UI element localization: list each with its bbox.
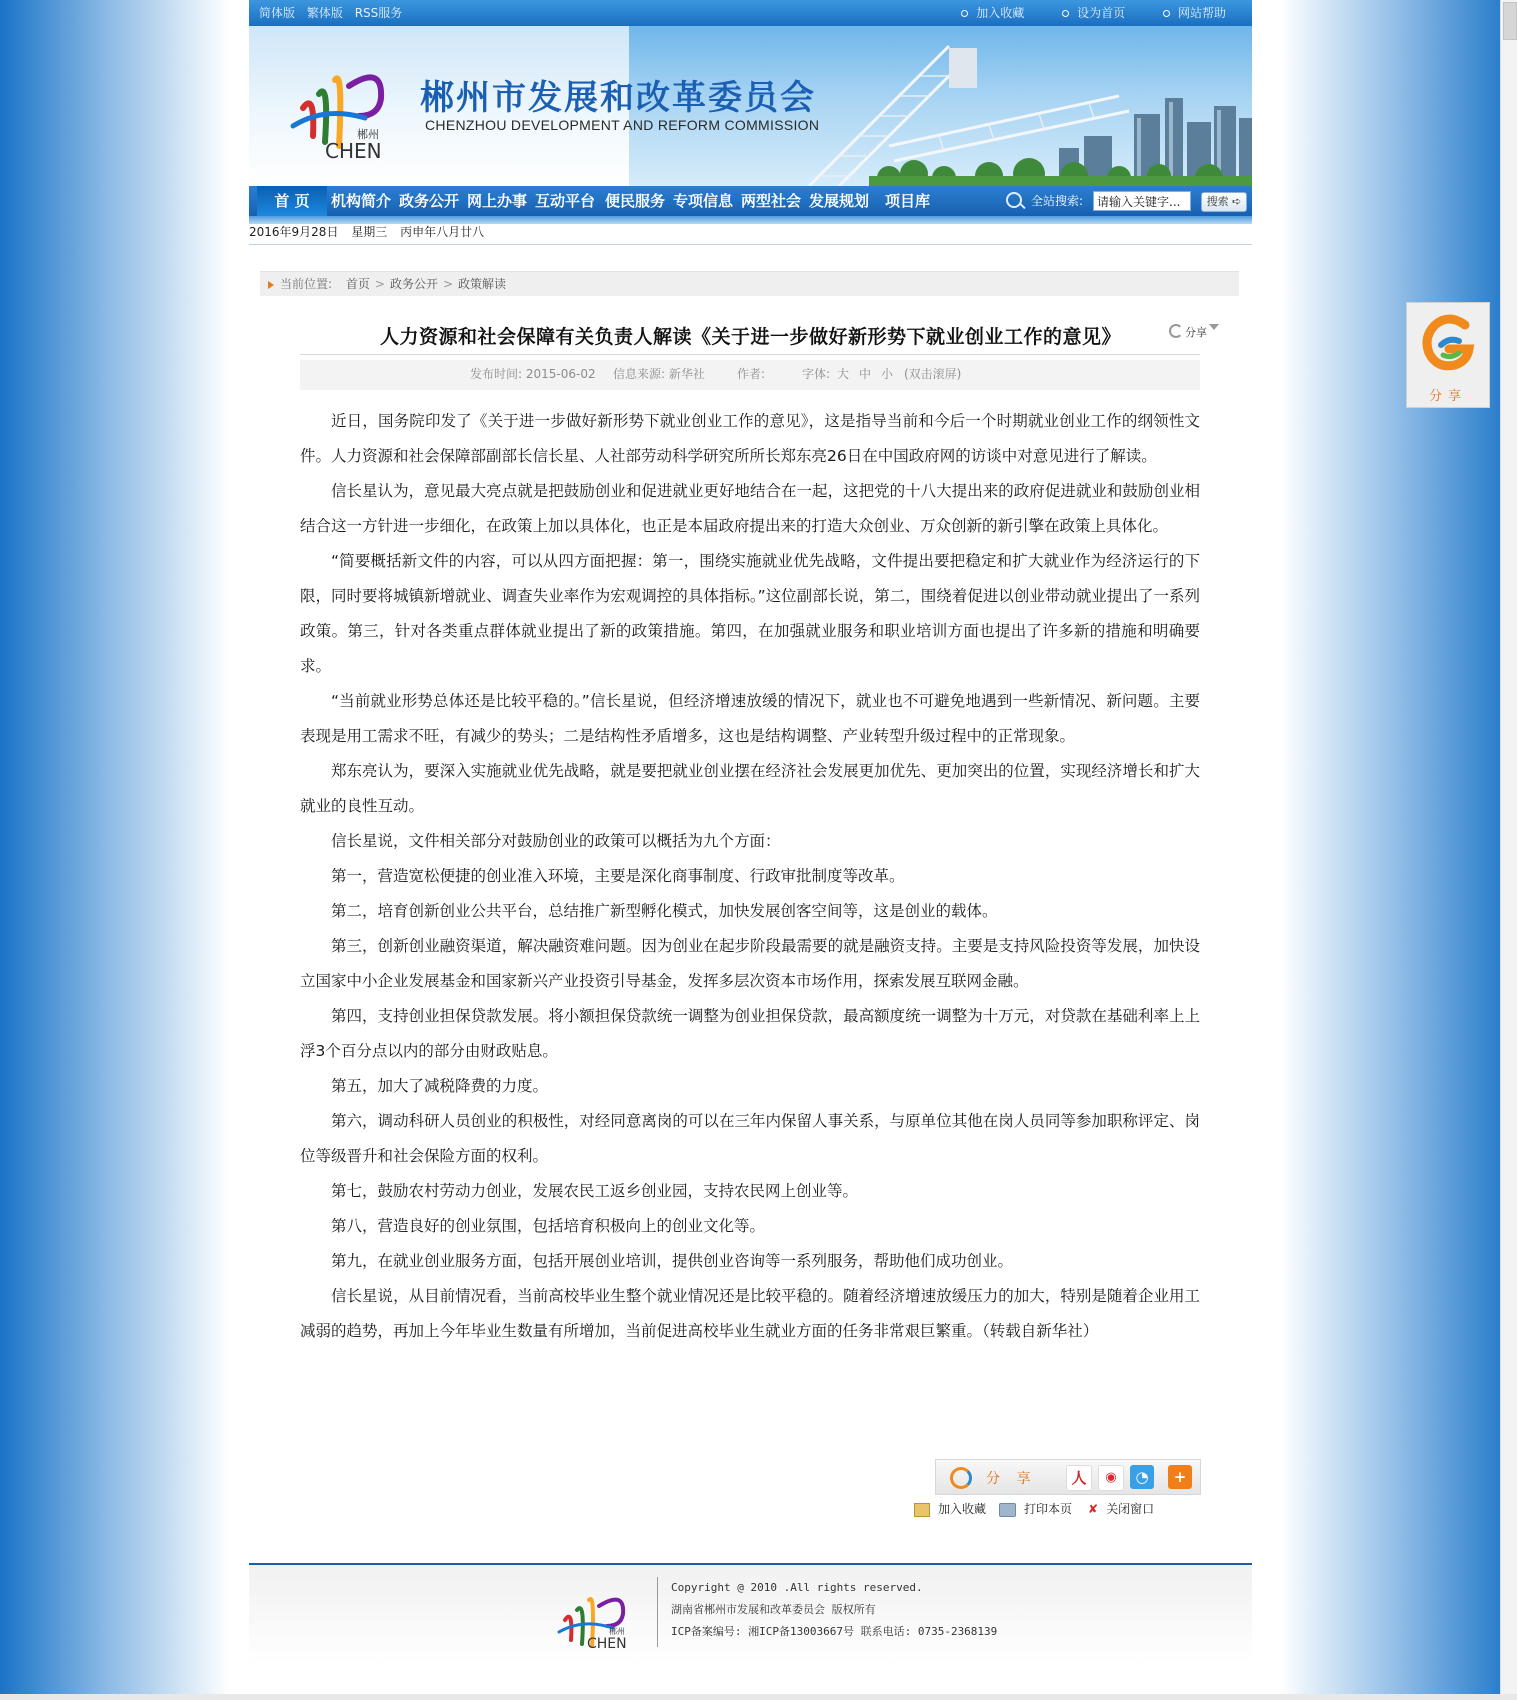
nav-item-online-service[interactable]: 网上办事 [467, 192, 528, 210]
article-paragraph: 第四，支持创业担保贷款发展。将小额担保贷款统一调整为创业担保贷款，最高额度统一调整为十万元，对贷款在基础利率上上浮3个百分点以内的部分由财政贴息。 [300, 1007, 1200, 1060]
more-share-button[interactable]: + [1168, 1465, 1192, 1489]
bullet-icon [1062, 10, 1069, 17]
logo-en-text: CHEN [325, 139, 382, 163]
font-size-small[interactable]: 小 [881, 367, 894, 381]
nav-shadow [249, 216, 1252, 224]
main-nav [249, 186, 1252, 216]
chevron-right-icon: > [374, 277, 385, 291]
floating-share-widget[interactable] [1406, 302, 1490, 408]
location-icon [268, 281, 274, 289]
current-date: 2016年9月28日 [249, 225, 339, 239]
article-paragraph: 第五，加大了减税降费的力度。 [331, 1077, 549, 1095]
chevron-right-icon: > [442, 277, 454, 291]
rss-link[interactable]: RSS服务 [354, 6, 403, 20]
footer-logo [555, 1580, 645, 1652]
font-size-medium[interactable]: 中 [859, 367, 872, 381]
nav-item-two-oriented[interactable]: 两型社会 [741, 192, 802, 210]
page-container [249, 0, 1252, 1700]
article-paragraph: 第六，调动科研人员创业的积极性，对经同意离岗的可以在三年内保留人事关系，与原单位其他在岗人员同等参加职称评定、岗位等级晋升和社会保险方面的权利。 [300, 1112, 1200, 1165]
article-paragraph: 近日，国务院印发了《关于进一步做好新形势下就业创业工作的意见》，这是指导当前和今后一个时期就业创业工作的纲领性文件。人力资源和社会保障部副部长信长星、人社部劳动科学研究所所长郑东亮26日在中国政府网的访谈中对意见进行了解读。 [300, 412, 1200, 465]
vertical-scrollbar[interactable] [1500, 0, 1517, 1700]
breadcrumb-policy[interactable]: 政策解读 [458, 277, 507, 291]
footer-logo-en: CHEN [587, 1636, 627, 1652]
owner-text: 湖南省郴州市发展和改革委员会 版权所有 [671, 1603, 876, 1616]
search-label: 全站搜索: [1031, 194, 1084, 208]
site-subtitle: CHENZHOU DEVELOPMENT AND REFORM COMMISSION [425, 117, 820, 133]
chevron-down-icon [1209, 324, 1219, 330]
print-tool[interactable]: 打印本页 [999, 1500, 1072, 1517]
breadcrumb-label: 当前位置: [280, 277, 333, 291]
author: 作者: [737, 367, 766, 381]
breadcrumb-public-affairs[interactable]: 政务公开 [389, 277, 438, 291]
share-logo-icon [950, 1467, 972, 1489]
search-button[interactable] [1201, 192, 1247, 212]
add-favorite-tool[interactable]: 加入收藏 [914, 1500, 986, 1517]
article-paragraph: 信长星说，文件相关部分对鼓励创业的政策可以概括为九个方面： [331, 832, 781, 850]
info-source: 信息来源: 新华社 [613, 367, 705, 381]
font-size-large[interactable]: 大 [837, 367, 850, 381]
share-bar-label[interactable]: 分 享 [986, 1471, 1037, 1487]
renren-icon[interactable]: 人 [1066, 1465, 1092, 1491]
article-paragraph: “简要概括新文件的内容，可以从四方面把握：第一，围绕实施就业优先战略，文件提出要把稳定和扩大就业作为经济运行的下限，同时要将城镇新增就业、调查失业率作为宏观调控的具体指标。”这位副部长说，第二，围绕着促进以创业带动就业提出了一系列政策。第三，针对各类重点群体就业提出了新的政策措施。第四，在加强就业服务和职业培训方面也提出了许多新的措施和明确要求。 [300, 552, 1200, 675]
floating-share-label: 分享 [1428, 389, 1467, 404]
article-meta [300, 360, 1200, 390]
search-icon [1006, 192, 1022, 208]
nav-item-public-affairs[interactable]: 政务公开 [399, 192, 460, 210]
article-paragraph: 郑东亮认为，要深入实施就业优先战略，就是要把就业创业摆在经济社会发展更加优先、更加突出的位置，实现经济增长和扩大就业的良性互动。 [300, 762, 1200, 815]
logo-cn-text: 郴州 [357, 128, 379, 141]
article-paragraph: 第二，培育创新创业公共平台，总结推广新型孵化模式，加快发展创客空间等，这是创业的载体。 [331, 902, 998, 920]
top-utility-bar [249, 0, 1252, 26]
add-favorite-link[interactable]: 加入收藏 [961, 6, 1024, 20]
set-homepage-link[interactable]: 设为首页 [1062, 6, 1125, 20]
search-input[interactable] [1093, 191, 1191, 211]
share-logo-icon [1419, 311, 1477, 377]
nav-item-special-info[interactable]: 专项信息 [673, 192, 734, 210]
footer-separator [657, 1577, 658, 1647]
share-logo-icon [1169, 324, 1183, 338]
article-title: 人力资源和社会保障有关负责人解读《关于进一步做好新形势下就业创业工作的意见》 [379, 326, 1121, 348]
double-click-scroll-hint: (双击滚屏) [904, 367, 962, 381]
share-dropdown-label: 分享 [1185, 326, 1207, 339]
close-window-tool[interactable]: ✘ 关闭窗口 [1088, 1502, 1155, 1516]
article-paragraph: 信长星说，从目前情况看，当前高校毕业生整个就业情况还是比较平稳的。随着经济增速放缓压力的加大，特别是随着企业用工减弱的趋势，再加上今年毕业生数量有所增加，当前促进高校毕业生就业方面的任务非常艰巨繁重。（转载自新华社） [300, 1287, 1200, 1340]
share-bar [935, 1459, 1201, 1495]
close-icon: ✘ [1088, 1502, 1099, 1516]
arrow-right-icon: ➪ [1232, 195, 1242, 208]
share-dropdown[interactable] [1169, 324, 1219, 340]
bullet-icon [1163, 10, 1170, 17]
nav-item-planning[interactable]: 发展规划 [809, 192, 870, 210]
article-paragraph: 第九，在就业创业服务方面，包括开展创业培训，提供创业咨询等一系列服务，帮助他们成功创业。 [331, 1252, 1014, 1270]
nav-item-home[interactable]: 首 页 [257, 186, 327, 216]
article-paragraph: 信长星认为，意见最大亮点就是把鼓励创业和促进就业更好地结合在一起，这把党的十八大提出来的政府促进就业和鼓励创业相结合这一方针进一步细化，在政策上加以具体化，也正是本届政府提出来的打造大众创业、万众创新的新引擎在政策上具体化。 [300, 482, 1200, 535]
simplified-link[interactable]: 简体版 [259, 6, 296, 20]
article-paragraph: 第七，鼓励农村劳动力创业，发展农民工返乡创业园，支持农民网上创业等。 [331, 1182, 859, 1200]
footer [249, 1565, 1252, 1665]
window-bottom-edge [0, 1694, 1517, 1700]
date-bar [249, 224, 1252, 246]
bullet-icon [961, 10, 968, 17]
article-paragraph: 第一，营造宽松便捷的创业准入环境，主要是深化商事制度、行政审批制度等改革。 [331, 867, 905, 885]
nav-item-interaction[interactable]: 互动平台 [535, 192, 596, 210]
article-paragraph: 第三，创新创业融资渠道，解决融资难问题。因为创业在起步阶段最需要的就是融资支持。主要是支持风险投资等发展，加快设立国家中小企业发展基金和国家新兴产业投资引导基金，发挥多层次资本市场作用，探索发展互联网金融。 [300, 937, 1200, 990]
breadcrumb [260, 271, 1239, 296]
traditional-link[interactable]: 繁体版 [306, 6, 343, 20]
divider [249, 244, 1252, 245]
article-body [300, 404, 1200, 1349]
site-title: 郴州市发展和改革委员会 [420, 78, 816, 118]
font-size-label: 字体: [802, 367, 831, 381]
publish-date: 发布时间: 2015-06-02 [470, 367, 596, 381]
scrollbar-thumb[interactable] [1503, 2, 1517, 40]
footer-text [671, 1577, 997, 1643]
folder-icon [914, 1503, 930, 1517]
nav-item-about[interactable]: 机构简介 [331, 192, 392, 210]
header-banner [249, 26, 1252, 186]
printer-icon [999, 1503, 1016, 1517]
icp-text: ICP备案编号: 湘ICP备13003667号 联系电话: 0735-2368139 [671, 1625, 998, 1638]
chenzhou-logo [285, 46, 405, 166]
breadcrumb-home[interactable]: 首页 [345, 277, 370, 291]
article-paragraph: 第八，营造良好的创业氛围，包括培育积极向上的创业文化等。 [331, 1217, 766, 1235]
weibo-icon[interactable]: ◉ [1098, 1465, 1124, 1491]
article-paragraph: “当前就业形势总体还是比较平稳的。”信长星说，但经济增速放缓的情况下，就业也不可避免地遇到一些新情况、新问题。主要表现是用工需求不旺，有减少的势头；二是结构性矛盾增多，这也是结构调整、产业转型升级过程中的正常现象。 [300, 692, 1200, 745]
nav-item-convenience[interactable]: 便民服务 [605, 192, 666, 210]
qq-icon[interactable]: ◔ [1130, 1465, 1154, 1489]
lunar-date: 丙申年八月廿八 [400, 225, 485, 239]
copyright-text: Copyright @ 2010 .All rights reserved. [671, 1581, 923, 1594]
title-divider [300, 354, 1200, 355]
footer-logo-cn: 郴州 [609, 1627, 625, 1636]
site-help-link[interactable]: 网站帮助 [1163, 6, 1226, 20]
current-weekday: 星期三 [351, 225, 388, 239]
nav-item-projects[interactable]: 项目库 [885, 192, 931, 210]
search-button-label: 搜索 [1206, 195, 1229, 208]
